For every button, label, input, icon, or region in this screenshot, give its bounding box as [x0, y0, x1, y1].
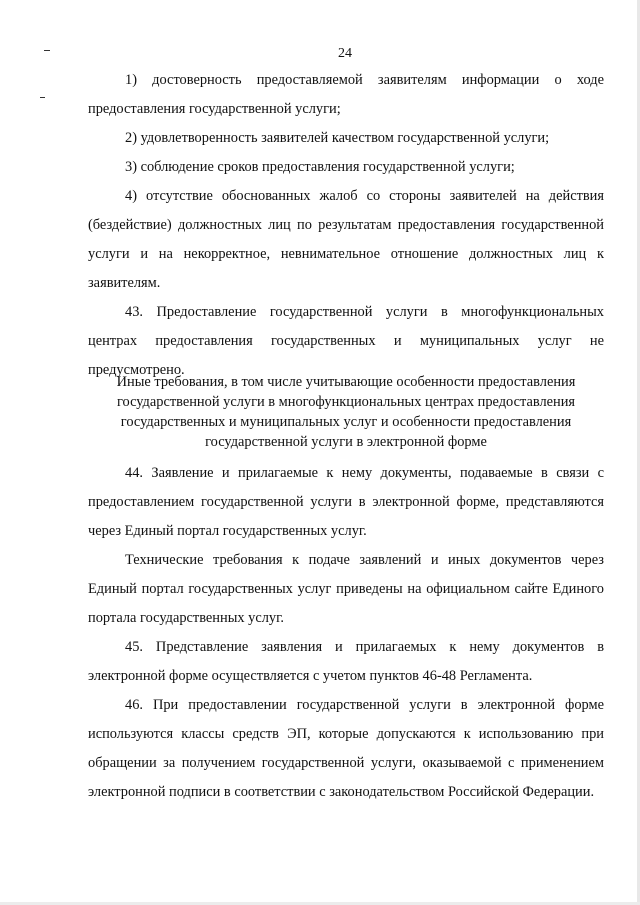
paragraph-45: 45. Представление заявления и прилагаемых к нему документов в электронной форме осуществляется с учетом пунктов 46-48 Регламента.	[88, 639, 604, 684]
section-heading: Иные требования, в том числе учитывающие особенности предоставления государственной услуги в многофункциональных центрах предоставления государственных и муниципальных услуг и особенности предоставления государственной услуги в электронной форме	[116, 374, 576, 450]
paragraph-46: 46. При предоставлении государственной услуги в электронной форме используются классы средств ЭП, которые допускаются к использованию при обращении за получением государственной услуги, оказываемой с применением электронной подписи в соответствии с законодательством Российской Федерации.	[88, 697, 604, 800]
list-item-satisfaction: 2) удовлетворенность заявителей качеством государственной услуги;	[125, 130, 550, 146]
paragraph-group-electronic	[88, 459, 604, 807]
list-item-complaints: 4) отсутствие обоснованных жалоб со стороны заявителей на действия (бездействие) должностных лиц по результатам предоставления государственной услуги и на некорректное, невнимательное отношение должностных лиц к заявителям.	[88, 188, 604, 291]
list-item-reliability: 1) достоверность предоставляемой заявителям информации о ходе предоставления государственной услуги;	[88, 72, 604, 117]
page-number: 24	[338, 46, 352, 61]
paragraph-44: 44. Заявление и прилагаемые к нему документы, подаваемые в связи с предоставлением государственной услуги в электронной форме, представляются через Единый портал государственных услуг.	[88, 465, 604, 539]
list-item-deadlines: 3) соблюдение сроков предоставления государственной услуги;	[125, 159, 515, 175]
scan-mark	[40, 97, 45, 98]
paragraph-technical-requirements: Технические требования к подаче заявлений и иных документов через Единый портал государственных услуг приведены на официальном сайте Единого портала государственных услуг.	[88, 552, 604, 626]
paragraph-group-criteria	[88, 66, 604, 385]
paragraph-43: 43. Предоставление государственной услуги в многофункциональных центрах предоставления государственных и муниципальных услуг не предусмотрено.	[88, 304, 604, 378]
